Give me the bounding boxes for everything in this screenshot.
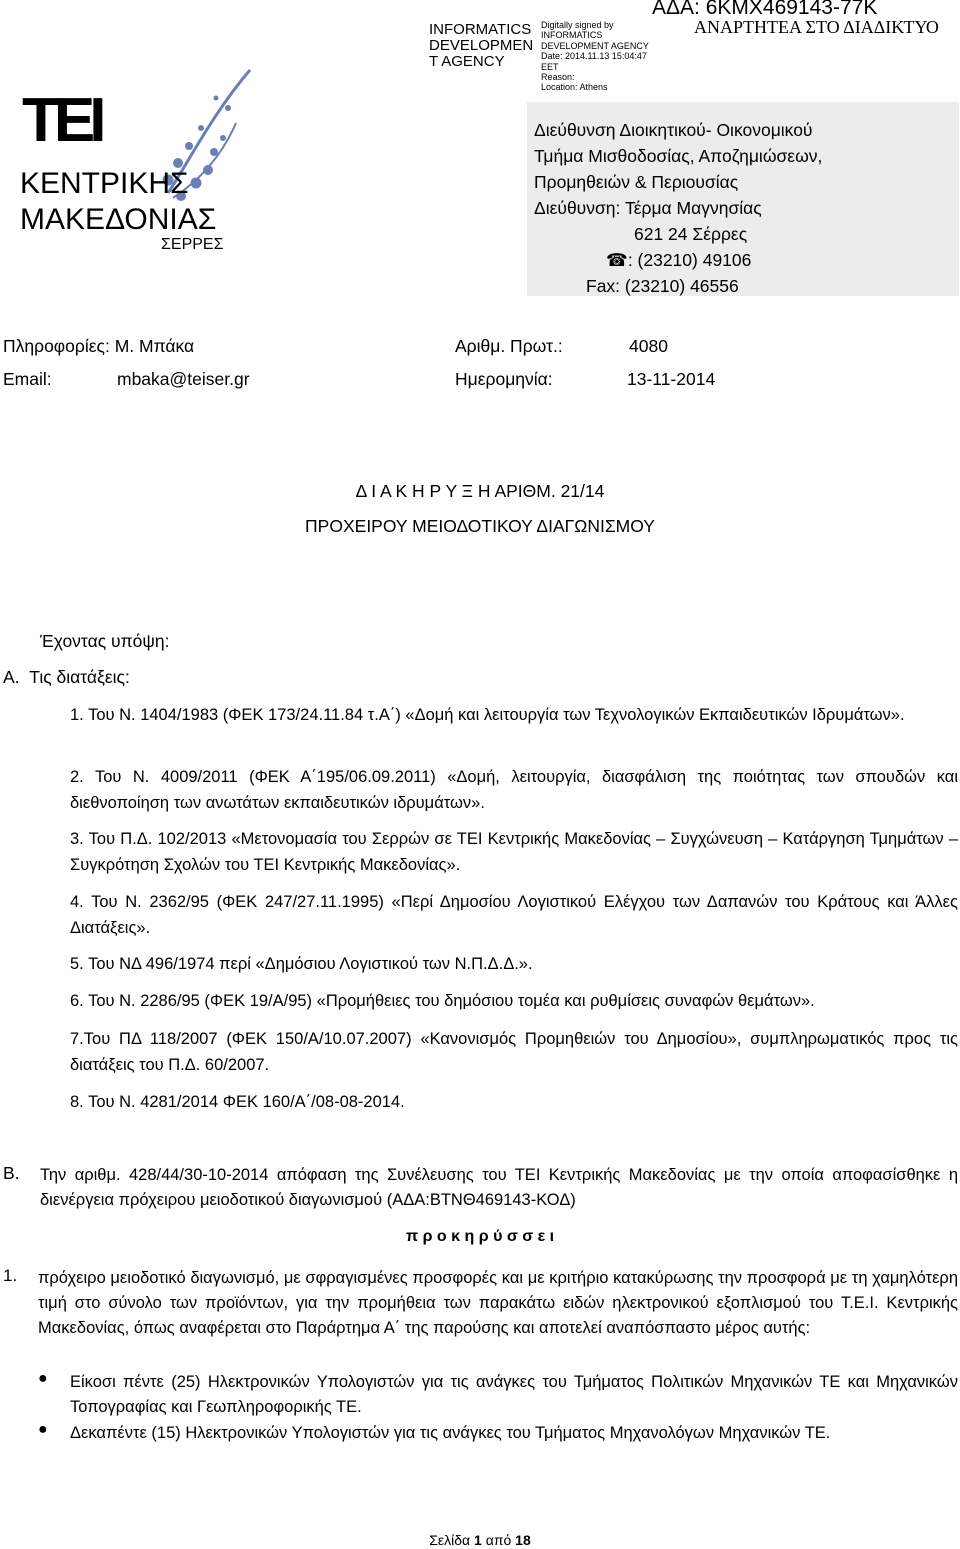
contact-person: Πληροφορίες: Μ. Μπάκα xyxy=(3,336,195,356)
address-dept2: Τμήμα Μισθοδοσίας, Αποζημιώσεων, xyxy=(534,146,823,166)
clause-number: 1. xyxy=(3,1266,18,1285)
footer-page-label: Σελίδα xyxy=(429,1532,471,1548)
bullet-item: Είκοσι πέντε (25) Ηλεκτρονικών Υπολογιστών για τις ανάγκες του Τμήματος Πολιτικών Μηχανικών ΤΕ και Μηχανικών Τοπογραφίας και Γεωπληροφορικής ΤΕ. xyxy=(70,1373,958,1416)
ada-note: ΑΝΑΡΤΗΤΕΑ ΣΤΟ ΔΙΑΔΙΚΤΥΟ xyxy=(694,17,939,37)
date-value: 13-11-2014 xyxy=(627,369,716,389)
protocol-number: 4080 xyxy=(629,336,668,356)
section-b-text: Την αριθμ. 428/44/30-10-2014 απόφαση της Συνέλευσης του ΤΕΙ Κεντρικής Μακεδονίας με την οποία αποφασίσθηκε η διενέργεια πρόχειρου μειοδοτικού διαγωνισμού (ΑΔΑ:ΒΤΝΘ469143-ΚΟΔ) xyxy=(40,1166,958,1209)
address-street: Διεύθυνση: Τέρμα Μαγνησίας xyxy=(534,198,762,218)
address-dept3: Προμηθειών & Περιουσίας xyxy=(534,172,739,192)
list-item: 5. Του ΝΔ 496/1974 περί «Δημόσιου Λογιστικού των Ν.Π.Δ.Δ.». xyxy=(70,955,533,973)
footer-current-page: 1 xyxy=(474,1532,482,1548)
list-item: 2. Του Ν. 4009/2011 (ΦΕΚ Α΄195/06.09.2011) «Δομή, λειτουργία, διασφάλιση της ποιότητας των σπουδών και διεθνοποίηση των ανωτάτων εκπαιδευτικών ιδρυμάτων». xyxy=(70,768,958,812)
page-footer xyxy=(0,1532,960,1548)
list-item: 1. Του Ν. 1404/1983 (ΦΕΚ 173/24.11.84 τ.Α΄) «Δομή και λειτουργία των Τεχνολογικών Εκπαιδευτικών Ιδρυμάτων». xyxy=(70,706,905,724)
phone-icon: ☎ xyxy=(606,250,628,270)
signature-line: Date: 2014.11.13 15:04:47 xyxy=(541,51,647,62)
list-item: 7.Του ΠΔ 118/2007 (ΦΕΚ 150/Α/10.07.2007) «Κανονισμός Προμηθειών του Δημοσίου», συμπληρωματικός προς τις διατάξεις του Π.Δ. 60/2007. xyxy=(70,1030,958,1074)
date-label: Ημερομηνία: xyxy=(455,369,553,389)
logo-line1: ΚΕΝΤΡΙΚΗΣ xyxy=(20,167,189,200)
list-item: 8. Του Ν. 4281/2014 ΦΕΚ 160/Α΄/08-08-2014. xyxy=(70,1093,405,1111)
signature-line: Digitally signed by xyxy=(541,20,614,30)
signature-line: Location: Athens xyxy=(541,82,608,93)
section-b-letter: Β. xyxy=(3,1163,20,1183)
logo-line2: ΜΑΚΕΔΟΝΙΑΣ xyxy=(20,203,217,236)
address-fax: Fax: (23210) 46556 xyxy=(586,276,739,296)
address-box xyxy=(527,102,959,296)
proclamation-title: Δ Ι Α Κ Η Ρ Υ Ξ Η ΑΡΙΘΜ. 21/14 xyxy=(355,481,605,501)
section-a-text: Τις διατάξεις: xyxy=(29,667,130,687)
bullet-item: Δεκαπέντε (15) Ηλεκτρονικών Υπολογιστών για τις ανάγκες του Τμήματος Μηχανολόγων Μηχανικών ΤΕ. xyxy=(70,1424,831,1442)
logo-tei: TEI xyxy=(22,86,101,155)
announce-heading: π ρ ο κ η ρ ύ σ σ ε ι xyxy=(405,1228,555,1245)
email-label: Email: xyxy=(3,369,52,389)
signature-line: DEVELOPMENT AGENCY xyxy=(541,40,649,51)
bullet-icon: ● xyxy=(38,1370,48,1387)
section-a xyxy=(3,667,130,688)
address-dept1: Διεύθυνση Διοικητικού- Οικονομικού xyxy=(534,120,813,140)
bullet-icon: ● xyxy=(38,1421,48,1438)
list-item: 4. Του Ν. 2362/95 (ΦΕΚ 247/27.11.1995) «Περί Δημοσίου Λογιστικού Ελέγχου των Δαπανών του Κράτους και Άλλες Διατάξεις». xyxy=(70,893,958,937)
logo-line3: ΣΕΡΡΕΣ xyxy=(161,236,224,253)
footer-of-label: από xyxy=(485,1532,512,1548)
section-a-letter: Α. xyxy=(3,667,20,687)
address-city: 621 24 Σέρρες xyxy=(634,224,748,244)
considering-heading: Έχοντας υπόψη: xyxy=(40,631,170,651)
ada-code: ΑΔΑ: 6ΚΜΧ469143-77Κ xyxy=(652,0,878,19)
address-phone-row xyxy=(606,250,751,270)
footer-total-pages: 18 xyxy=(515,1532,531,1548)
address-phone: : (23210) 49106 xyxy=(627,250,752,270)
signature-line: INFORMATICS xyxy=(541,30,603,41)
signature-details xyxy=(541,20,661,93)
email-link[interactable]: mbaka@teiser.gr xyxy=(117,369,250,389)
protocol-label: Αριθμ. Πρωτ.: xyxy=(455,336,563,356)
list-item: 6. Του Ν. 2286/95 (ΦΕΚ 19/Α/95) «Προμήθειες του δημόσιου τομέα και ρυθμίσεις συναφών θεμάτων». xyxy=(70,992,815,1010)
signature-line: Reason: xyxy=(541,72,575,83)
signature-line: EET xyxy=(541,61,559,72)
tei-logo xyxy=(18,68,263,258)
proclamation-subtitle: ΠΡΟΧΕΙΡΟΥ ΜΕΙΟΔΟΤΙΚΟΥ ΔΙΑΓΩΝΙΣΜΟΥ xyxy=(305,516,655,536)
list-item: 3. Του Π.Δ. 102/2013 «Μετονομασία του Σερρών σε ΤΕΙ Κεντρικής Μακεδονίας – Συγχώνευση – Κατάργηση Τμημάτων – Συγκρότηση Σχολών του ΤΕΙ Κεντρικής Μακεδονίας». xyxy=(70,830,958,874)
clause-text: πρόχειρο μειοδοτικό διαγωνισμό, με σφραγισμένες προσφορές και με κριτήριο κατακύρωσης την προσφορά με τη χαμηλότερη τιμή στο σύνολο των προϊόντων, για την προμήθεια των παρακάτω ειδών ηλεκτρονικού εξοπλισμού του Τ.Ε.Ι. Κεντρικής Μακεδονίας, όπως αναφέρεται στο Παράρτημα Α΄ της παρούσης και αποτελεί αναπόσπαστο μέρος αυτής: xyxy=(38,1269,958,1337)
signature-name: INFORMATICS DEVELOPMEN T AGENCY xyxy=(429,21,534,70)
